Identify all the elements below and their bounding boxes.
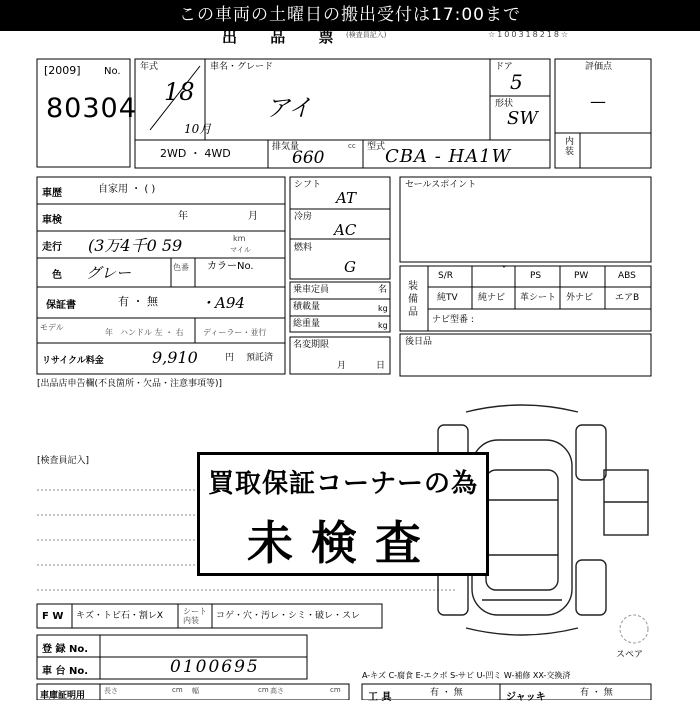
drive-label: 2WD ・ 4WD [160,147,231,160]
soukou-unit-km: km [233,234,246,243]
recycle-label: リサイクル料金 [42,356,104,366]
katashiki-label: 型式 [367,142,386,152]
shareki-options: 自家用 ・ ( ) [98,184,156,195]
kouhai-label: 後日品 [405,337,433,347]
sheet-title: 出 品 票 [222,28,348,46]
banner: この車両の土曜日の搬出受付は17:00まで [0,0,700,31]
soubi-airbag: エアB [615,293,640,303]
naisou-label: 内装 [565,137,575,157]
soubi-soto-navi: 外ナビ [566,293,594,303]
hosho-options: 有 ・ 無 [118,295,158,308]
model-label: モデル [40,323,64,332]
stamp-line1: 買取保証コーナーの為 [207,469,478,499]
dealer-label: ディーラー・並行 [203,328,267,337]
haiki-value: 660 [292,148,325,168]
nenshiki-label: 年式 [140,62,159,72]
katashiki-value: CBA - HA1W [385,146,512,167]
shaken-label: 車検 [42,215,62,226]
iro-label: 色 [52,270,62,281]
soukou-unit-mile: マイル [230,246,251,254]
seat-label: シート内装 [183,607,207,625]
shaken-year: 年 [178,211,188,222]
soubi-jun-tv: 純TV [437,293,458,303]
soubi-jun-navi: 純ナビ [478,293,506,303]
lot-no-label: No. [104,66,121,77]
stamp-line2: 未検査 [247,516,439,570]
touroku-label: 登 録 No. [42,644,89,655]
spare-label: スペア [616,650,644,660]
shamei-value: アイ [266,94,312,122]
taka-unit: cm [330,686,341,694]
sekisai-label: 積載量 [293,302,321,312]
jack-options: 有 ・ 無 [580,688,613,698]
seat-text: コゲ・穴・汚レ・シミ・破レ・スレ [216,611,361,621]
soubi-kawa-seat: 革シート [520,293,557,303]
teiin-label: 乗車定員 [293,285,330,295]
soubi-sr: S/R [438,271,453,281]
kougu-label: 工 具 [368,692,392,703]
soukou-value: (3万4千0 59 [88,236,183,255]
haba-unit: cm [258,686,269,694]
navi-model-label: ナビ型番 : [432,315,474,325]
damage-legend: A-キズ C-腐食 E-エクボ S-サビ U-凹ミ W-補修 XX-交換済 [362,671,571,680]
lot-number: 80304 [46,93,137,124]
recycle-unit: 円 [225,353,235,363]
shuppin-notice-label: [出品店申告欄(不良箇所・欠品・注意事項等)] [37,379,223,389]
hyoka-label: 評価点 [585,62,613,72]
jack-label: ジャッキ [506,692,546,703]
meihen-day: 日 [376,361,386,371]
soukou-label: 走行 [42,242,62,253]
soubi-ps: PS [530,271,542,281]
meihen-month: 月 [337,361,347,371]
hyoka-value: — [590,92,606,111]
nenshiki-month: 10月 [184,122,212,136]
reibou-value: AC [334,221,357,239]
sales-point-label: セールスポイント [405,180,477,190]
keijo-value: SW [507,108,538,129]
haba-label: 幅 [192,687,199,695]
shift-value: AT [336,189,357,207]
hosho-label: 保証書 [46,300,76,311]
naga-unit: cm [172,686,183,694]
recycle-value: 9,910 [152,348,198,367]
iro-no-label: 色番 [173,263,189,272]
kensa-notice-label: [検査員記入] [37,456,90,466]
nenryo-label: 燃料 [294,243,313,253]
recycle-status: 預託済 [246,353,274,363]
sheet-subtitle: (検査員記入) [346,31,387,39]
soubi-label: 装備品 [408,281,418,318]
soubi-pw: PW [574,271,589,281]
year-tag: [2009] [44,64,81,77]
kougu-options: 有 ・ 無 [430,688,463,698]
color-no-label: カラーNo. [207,261,254,272]
fw-label: F W [42,611,64,622]
serial-number: ☆100318218☆ [488,30,571,39]
reibou-label: 冷房 [294,212,313,222]
fw-text: キズ・トビ石・割レX [76,611,163,621]
soubi-abs: ABS [618,271,636,281]
iro-value: グレー [86,264,132,282]
shadai-value: 0100695 [170,657,260,677]
taka-label: 高さ [270,687,284,695]
shadai-label: 車 台 No. [42,666,89,677]
door-label: ドア [495,62,513,72]
door-value: 5 [510,70,523,94]
hosho-code: ・A94 [200,294,245,312]
model-year: 年 [105,328,113,337]
teiin-unit: 名 [378,285,388,295]
shamei-label: 車名・グレード [210,62,274,72]
meihen-label: 名変期限 [293,340,330,350]
nenryo-value: G [344,258,356,276]
souju-label: 総重量 [293,319,321,329]
shaken-month: 月 [248,211,258,222]
shift-label: シフト [294,180,322,190]
inspection-stamp [197,452,489,576]
keijo-label: 形状 [495,99,514,109]
nenshiki-year: 18 [164,78,195,106]
shareki-label: 車歴 [42,188,62,199]
soubi-sr-mark: ˇ [500,264,506,278]
souju-unit: kg [378,321,388,330]
haiki-label: 排気量 [272,142,300,152]
haiki-unit: cc [348,142,356,150]
sekisai-unit: kg [378,304,388,313]
shako-label: 車庫証明用 [40,691,86,701]
naga-label: 長さ [104,687,118,695]
handle-label: ハンドル 左 ・ 右 [120,328,184,337]
